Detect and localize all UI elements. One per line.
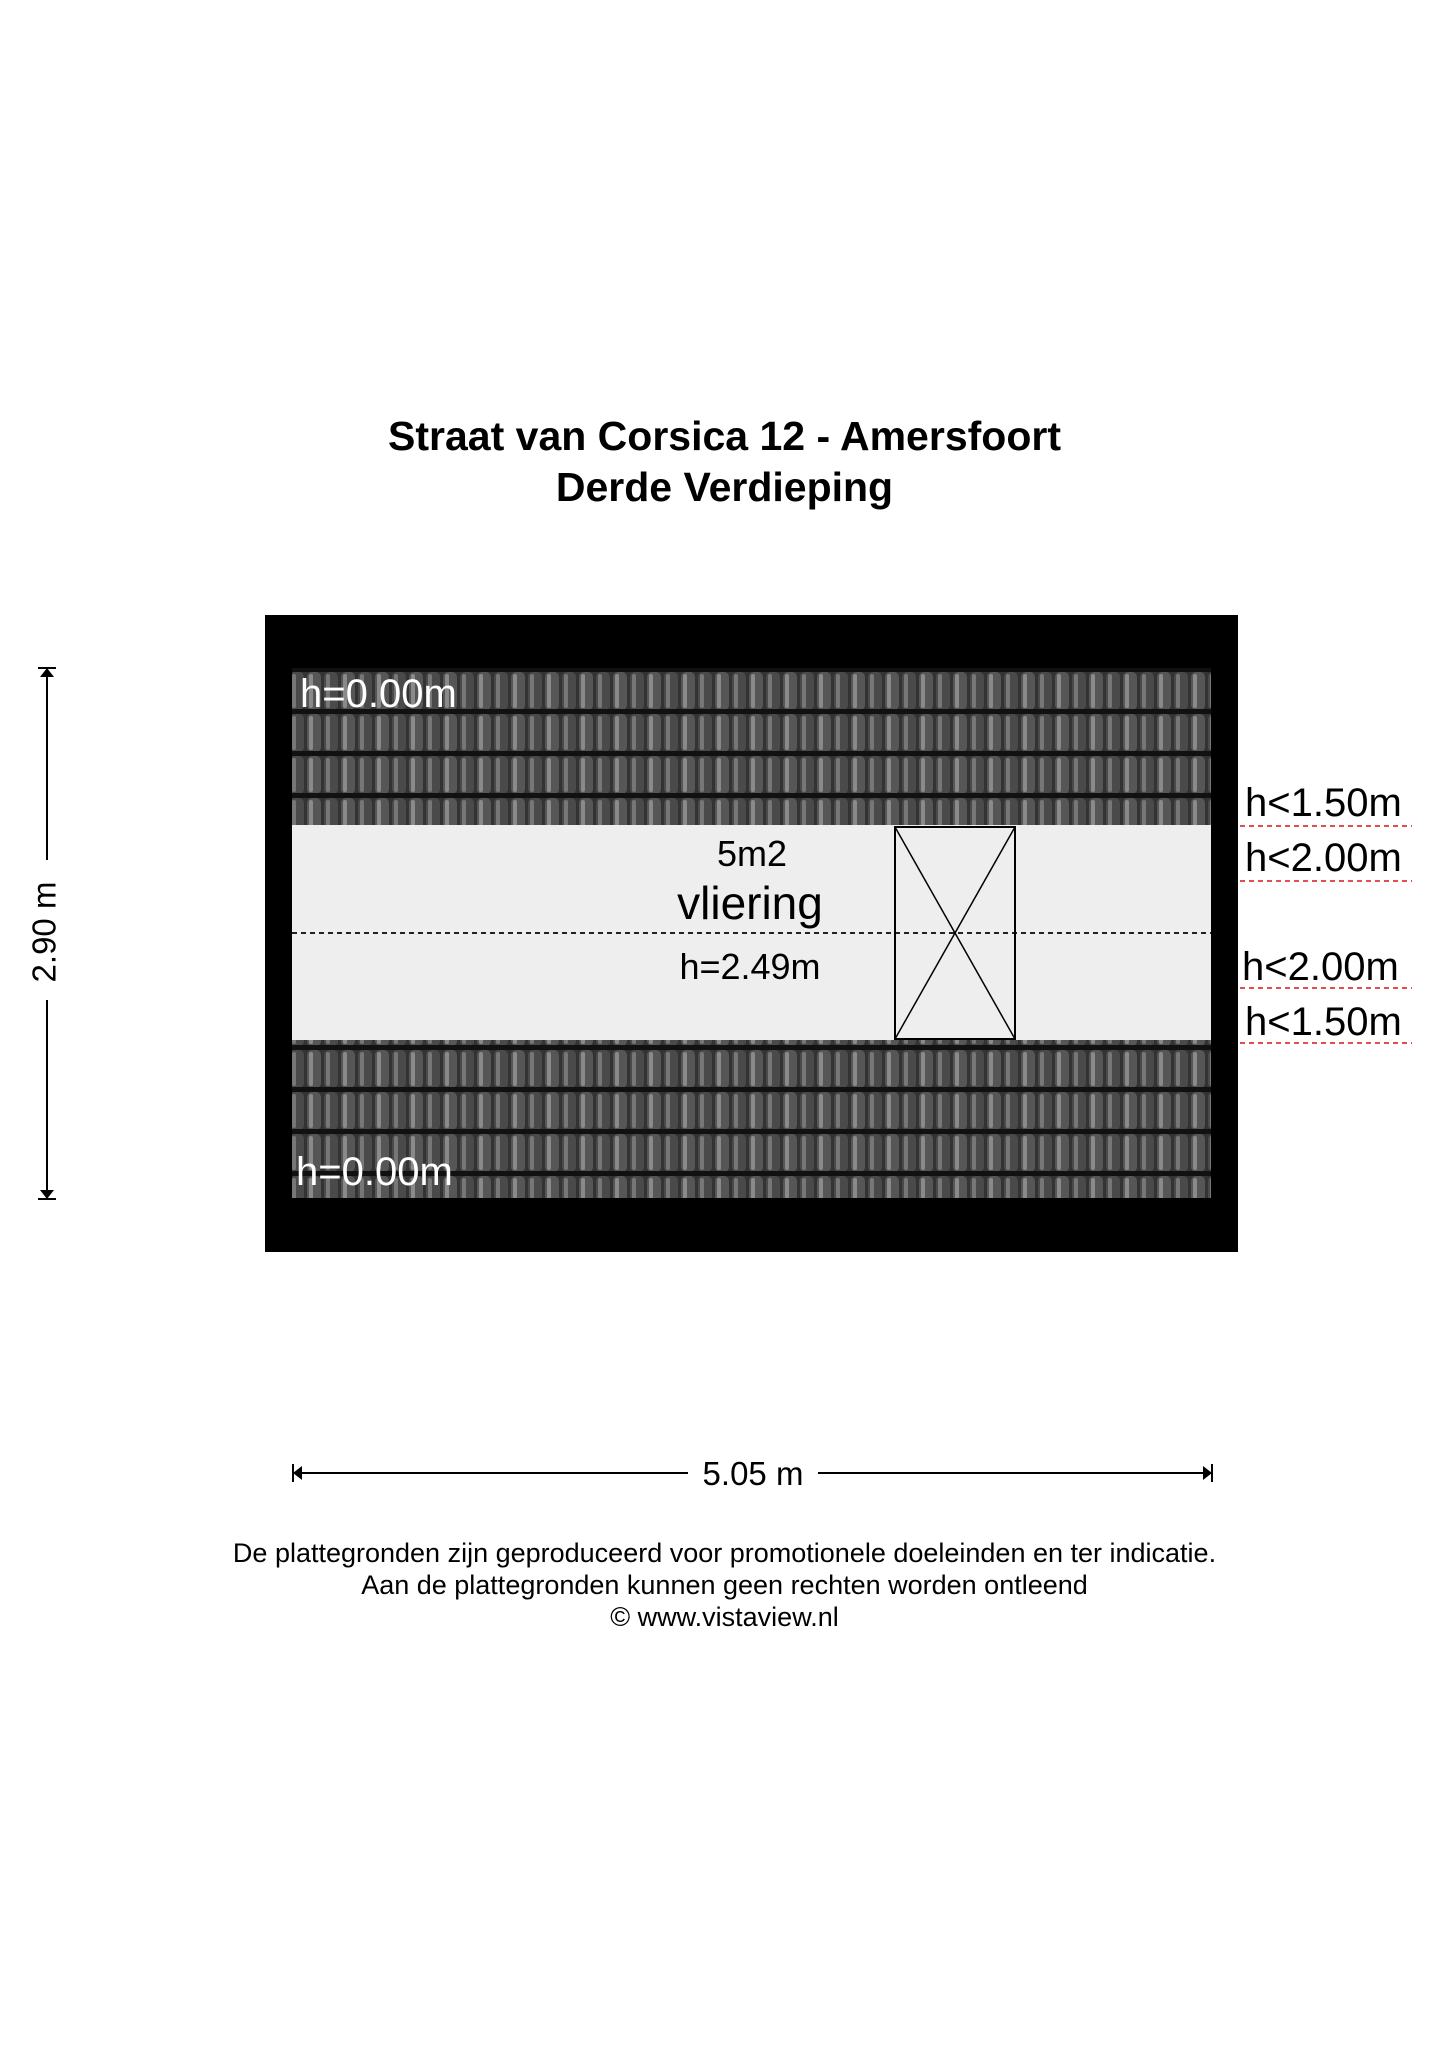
height-marker-4: h<1.50m	[1245, 1000, 1402, 1044]
roof-height-label-top: h=0.00m	[300, 672, 457, 716]
height-markers	[1240, 781, 1412, 1044]
disclaimer-line-2: Aan de plattegronden kunnen geen rechten worden ontleend	[361, 1570, 1088, 1600]
plan-title-address: Straat van Corsica 12 - Amersfoort	[388, 413, 1061, 459]
room-height: h=2.49m	[679, 946, 821, 987]
height-marker-3: h<2.00m	[1242, 945, 1399, 989]
roof-height-label-bottom: h=0.00m	[296, 1150, 453, 1194]
room-name: vliering	[677, 877, 823, 929]
room-area: 5m2	[716, 833, 788, 874]
depth-dimension-label: 2.90 m	[25, 881, 63, 983]
disclaimer-copyright: © www.vistaview.nl	[610, 1602, 839, 1632]
plan-title-floor: Derde Verdieping	[555, 464, 894, 510]
depth-dimension	[26, 668, 63, 1199]
disclaimer-line-1: De plattegronden zijn geproduceerd voor promotionele doeleinden en ter indicatie.	[232, 1538, 1217, 1568]
height-marker-2: h<2.00m	[1245, 836, 1402, 880]
width-dimension-label: 5.05 m	[702, 1455, 804, 1492]
width-dimension	[293, 1455, 1212, 1492]
height-marker-1: h<1.50m	[1245, 781, 1402, 825]
